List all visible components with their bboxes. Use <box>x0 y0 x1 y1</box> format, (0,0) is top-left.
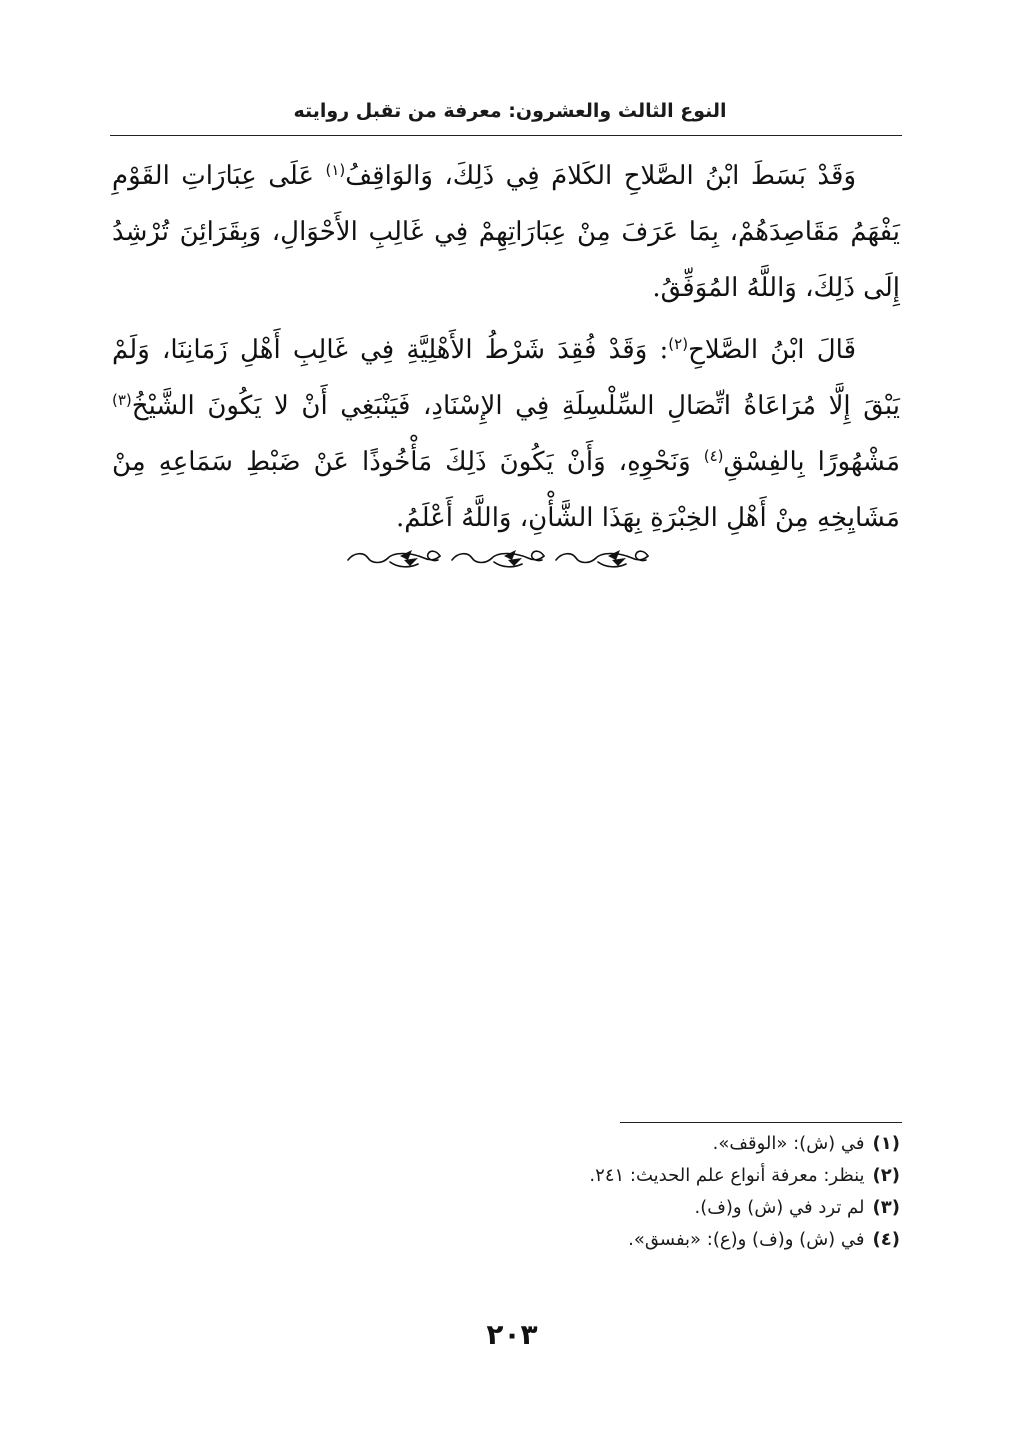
paragraph-1-segment-1: وَقَدْ بَسَطَ ابْنُ الصَّلاحِ الكَلامَ فِي ذَلِكَ، وَالوَاقِفُ <box>345 161 856 191</box>
paragraph-2-segment-4: وَنَحْوِهِ، وَأَنْ يَكُونَ ذَلِكَ مَأْخُوذًا عَنْ ضَبْطِ سَمَاعِهِ مِنْ مَشَايِخِهِ مِنْ أَهْلِ الخِبْرَةِ بِهَذَا الشَّأْنِ، وَاللَّهُ أَعْلَمُ. <box>112 447 900 533</box>
footnote-2-number: (٢) <box>872 1165 900 1186</box>
footnotes <box>400 1128 900 1256</box>
footnote-1 <box>400 1128 900 1160</box>
footnote-1-number: (١) <box>872 1133 900 1154</box>
footnote-ref-2: (٢) <box>668 335 689 353</box>
page-number: ٢٠٣ <box>486 1318 538 1351</box>
footnote-2 <box>400 1160 900 1192</box>
header-rule <box>110 135 902 136</box>
footnote-3 <box>400 1192 900 1224</box>
paragraph-2-text <box>112 322 900 546</box>
footnote-2-text: ينظر: معرفة أنواع علم الحديث: ٢٤١. <box>589 1165 865 1186</box>
footnote-3-number: (٣) <box>872 1197 900 1218</box>
paragraph-1-text <box>112 148 900 316</box>
paragraph-1-segment-2: عَلَى عِبَارَاتِ القَوْمِ يَفْهَمُ مَقَاصِدَهُمْ، بِمَا عَرَفَ مِنْ عِبَارَاتِهِمْ فِي غَالِبِ الأَحْوَالِ، وَبِقَرَائِنَ تُرْشِدُ إِلَى ذَلِكَ، وَاللَّهُ المُوَفِّقُ. <box>112 161 900 303</box>
footnote-ref-1: (١) <box>325 161 346 179</box>
running-header: النوع الثالث والعشرون: معرفة من تقبل روايته <box>293 100 727 122</box>
paragraph-2-segment-3: مَشْهُورًا بِالفِسْقِ <box>723 447 900 477</box>
paragraph-1 <box>112 148 900 316</box>
footnote-ref-3: (٣) <box>112 391 132 409</box>
footnote-ref-4: (٤) <box>703 447 724 465</box>
paragraph-2-segment-1: قَالَ ابْنُ الصَّلاحِ <box>688 335 857 365</box>
paragraph-2-segment-2: : وَقَدْ فُقِدَ شَرْطُ الأَهْلِيَّةِ فِي غَالِبِ أَهْلِ زَمَانِنَا، وَلَمْ يَبْقَ إِلَّا مُرَاعَاةُ اتِّصَالِ السِّلْسِلَةِ فِي الإِسْنَادِ، فَيَنْبَغِي أَنْ لا يَكُونَ الشَّيْخُ <box>112 335 900 421</box>
footnote-3-text: لم ترد في (ش) و(ف). <box>694 1197 865 1218</box>
footnote-1-text: في (ش): «الوقف». <box>712 1133 865 1154</box>
footnote-rule <box>620 1122 902 1123</box>
footnote-4-number: (٤) <box>872 1229 900 1250</box>
footnote-4-text: في (ش) و(ف) و(ع): «بفسق». <box>628 1229 865 1250</box>
paragraph-2 <box>112 322 900 546</box>
floral-divider-icon <box>340 538 660 578</box>
footnote-4 <box>400 1224 900 1256</box>
